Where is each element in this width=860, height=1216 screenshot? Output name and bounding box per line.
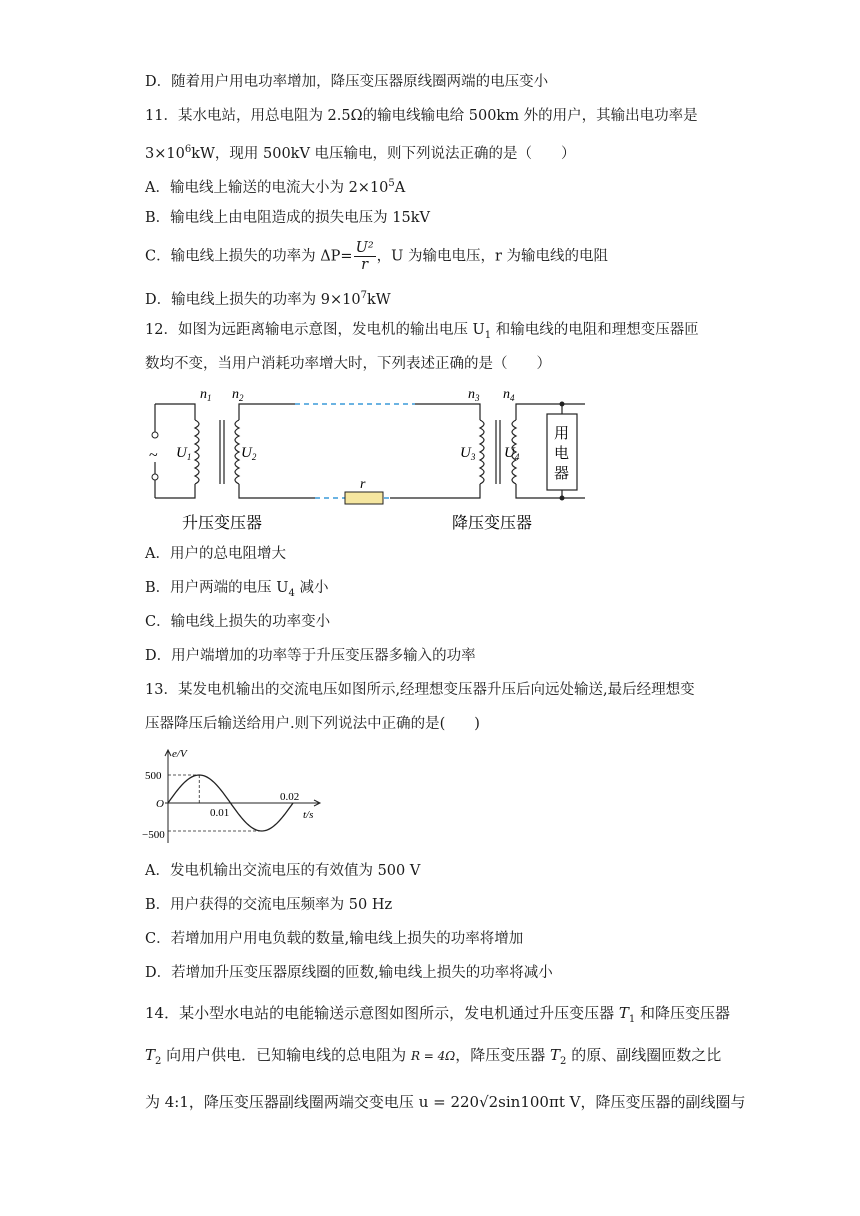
q12-stem-line2: 数均不变，当用户消耗功率增大时，下列表述正确的是（ ） [145, 356, 551, 372]
q13-stem-line2: 压器降压后输送给用户.则下列说法中正确的是( ) [145, 716, 480, 732]
q13-option-b: B．用户获得的交流电压频率为 50 Hz [145, 897, 393, 913]
q13-stem-line1: 13．某发电机输出的交流电压如图所示,经理想变压器升压后向远处输送,最后经理想变 [145, 682, 695, 698]
q11-stem-line1: 11．某水电站，用总电阻为 2.5Ω的输电线输电给 500km 外的用户，其输出电功率是 [145, 108, 698, 124]
y-tick-max: 500 [145, 770, 162, 782]
y-axis-label: e/V [172, 748, 187, 760]
ac-source-symbol: ~ [149, 447, 158, 464]
q13-option-c: C．若增加用户用电负载的数量,输电线上损失的功率将增加 [145, 931, 524, 947]
y-tick-min: −500 [142, 829, 165, 841]
q12-option-b: B．用户两端的电压 $U_4$ 减小 [145, 580, 329, 599]
svg-text:r: r [360, 477, 366, 492]
svg-text:n2: $n_2$ [232, 387, 244, 403]
q11-option-d: D．输电线上损失的功率为 $9\times 10^7kW$ [145, 290, 391, 308]
q12-stem-line1: 12．如图为远距离输电示意图，发电机的输出电压 $U_1$ 和输电线的电阻和理想变压器匝 [145, 322, 699, 341]
x-tick-2: 0.02 [280, 791, 300, 803]
q12-option-a: A．用户的总电阻增大 [145, 546, 286, 562]
svg-text:U3: $U_3$ [460, 445, 476, 462]
svg-text:U4: $U_4$ [504, 445, 520, 462]
svg-text:器: 器 [554, 464, 570, 482]
q13-option-d: D．若增加升压变压器原线圈的匝数,输电线上损失的功率将减小 [145, 965, 553, 981]
q12-option-d: D．用户端增加的功率等于升压变压器多输入的功率 [145, 648, 476, 664]
power-loss-fraction: $\frac{\text{U²}}{r}$ [355, 240, 374, 273]
coil-n3 [480, 420, 484, 484]
svg-text:用: 用 [554, 424, 570, 442]
q14-line3: 为 4:1，降压变压器副线圈两端交变电压 u = 220√2sin100πt V，降压变压器的副线圈与 [145, 1093, 746, 1111]
q11-stem-line2: $3\times 10^6kW$，现用 500kV 电压输电，则下列说法正确的是（ ） [145, 144, 576, 162]
svg-text:n4: $n_4$ [503, 387, 515, 403]
origin-label: O [156, 798, 164, 810]
q11-option-b: B．输电线上由电阻造成的损失电压为 15kV [145, 210, 430, 226]
svg-text:n3: $n_3$ [468, 387, 480, 403]
q14-line1: 14．某小型水电站的电能输送示意图如图所示，发电机通过升压变压器 $T_1$ 和降压变压器 [145, 1004, 731, 1025]
svg-text:电: 电 [554, 444, 570, 462]
coil-n2 [235, 420, 239, 484]
svg-text:U1: $U_1$ [176, 445, 192, 462]
q13-option-a: A．发电机输出交流电压的有效值为 500 V [145, 863, 421, 879]
svg-text:U2: $U_2$ [241, 445, 257, 462]
q11-option-c: C．输电线上损失的功率为 ΔP= $\frac{\text{U²}}{r}$ ，U 为输电电压，r 为输电线的电阻 [145, 240, 609, 273]
q10-option-d: D．随着用户用电功率增加，降压变压器原线圈两端的电压变小 [145, 74, 549, 90]
voltage-time-graph [140, 745, 330, 845]
line-resistor [345, 492, 383, 504]
q14-line2: $T_2$ 向用户供电．已知输电线的总电阻为 R = 4Ω，降压变压器 $T_2$ 的原、副线圈匝数之比 [145, 1046, 722, 1067]
step-down-label: 降压变压器 [452, 513, 533, 532]
q12-option-c: C．输电线上损失的功率变小 [145, 614, 331, 630]
step-up-label: 升压变压器 [182, 513, 263, 532]
transmission-diagram [140, 380, 600, 540]
x-tick-1: 0.01 [210, 807, 230, 819]
x-axis-label: t/s [303, 809, 314, 821]
q11-option-a: A．输电线上输送的电流大小为 $2\times 10^5A$ [145, 178, 406, 196]
svg-text:n1: $n_1$ [200, 387, 212, 403]
coil-n1 [195, 420, 199, 484]
